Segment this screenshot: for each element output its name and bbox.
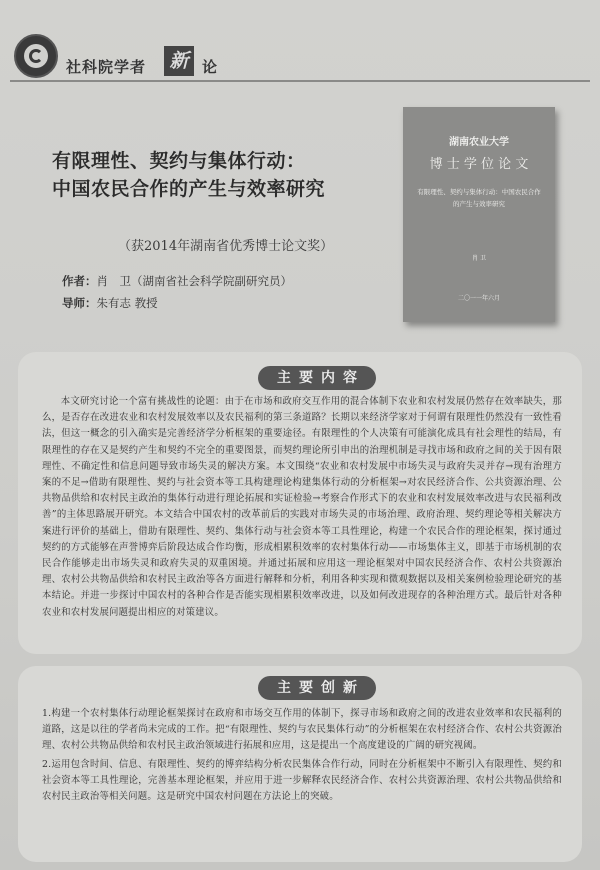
masthead-divider (10, 80, 590, 82)
author-name: 肖 卫（湖南省社会科学院副研究员） (96, 274, 292, 288)
innovation-item-1: 1.构建一个农村集体行动理论框架探讨在政府和市场交互作用的体制下，探寻市场和政府之间的改进农业效率和农民福利的道路，这是以往的学者尚未完成的工作。把“有限理性、契约与农民集体行动”的分析框架在农村经济合作、农村公共资源治理、农村公共物品供给和农村民主政治领域进行拓展和应用，这是提出一个高度建设的广阔的研究视阈。 (42, 708, 562, 752)
journal-logo-icon (14, 34, 58, 78)
article-title-line1: 有限理性、契约与集体行动： (52, 150, 306, 172)
cover-date: 二〇一一年六月 (457, 295, 500, 302)
innovation-text (42, 706, 562, 807)
cover-subtitle2: 的产生与效率研究 (453, 200, 505, 208)
author-label: 作者： (62, 274, 97, 288)
masthead-brand-char: 新 (164, 46, 194, 76)
main-content-heading: 主要内容 (258, 366, 376, 390)
cover-subtitle1: 有限理性、契约与集体行动：中国农民合作 (417, 188, 541, 196)
advisor-line (62, 295, 158, 311)
main-content-section (18, 352, 582, 654)
article-title (52, 147, 412, 203)
cover-school: 湖南农业大学 (449, 137, 509, 148)
cover-author: 肖 卫 (472, 255, 486, 262)
advisor-name: 朱有志 教授 (96, 296, 158, 310)
masthead (14, 34, 334, 74)
innovation-section (18, 666, 582, 862)
author-line (62, 273, 292, 289)
article-title-line2: 中国农民合作的产生与效率研究 (52, 178, 326, 200)
cover-type: 博 士 学 位 论 文 (429, 157, 529, 172)
innovation-item-2: 2.运用包含时间、信息、有限理性、契约的博弈结构分析农民集体合作行动，同时在分析框架中不断引入有限理性、契约和社会资本等工具性理论，完善基本理论框架，并应用于进一步解释农民经济合作、农村公共资源治理、农村公共物品供给和农村民主政治等相关问题。这是研究中国农村问题在方法论上的突破。 (42, 758, 562, 803)
article-award: （获2014年湖南省优秀博士论文奖） (118, 239, 334, 254)
innovation-heading: 主要创新 (258, 676, 376, 700)
masthead-brand-tail: 论 (202, 58, 218, 76)
advisor-label: 导师： (62, 296, 97, 310)
masthead-brand: 社科院学者 (66, 58, 147, 76)
main-content-text: 本文研究讨论一个富有挑战性的论题：由于在市场和政府交互作用的混合体制下农业和农村发展仍然存在效率缺失，那么，是否存在改进农业和农村发展效率以及农民福利的第三条道路？长期以来经济学家对于何谓有限理性仍然没有一致性看法，但这一概念的引入确实是完善经济学分析框架的重要途径。有限理性的个人决策有可能演化成具有社会理性的结局，有限理性的存在又是契约产生和契约不完全的重要图景，而契约理论所引申出的治理机制是寻找市场和政府之间的关于因有限理性、不确定性和信息问题导致市场失灵的解决方案。本文围绕“农业和农村发展中市场失灵与政府失灵并存→现有治理方案的不足→借助有限理性、契约与社会资本等工具构建理论构建集体行动的分析框架→对农民经济合作、公共资源治理、公共物品供给和农村民主政治的集体行动进行理论拓展和实证检验→考察合作形式下的农业和农村发展效率改进与农民福利改善”的主体思路展开研究。本文结合中国农村的改革前后的实践对市场失灵的市场治理、政府治理、契约理论等相关解决方案进行评价的基础上，借助有限理性、契约、集体行动与社会资本等工具性理论，构建一个农民合作的理论框架，探讨通过契约的方式能够在声誉博弈后阶段达成合作均衡，形成相累积效率的农村集体行动——市场集体主义，即基于市场机制的农民合作能够走出市场失灵和政府失灵的双重困境。并通过拓展和应用这一理论框架对中国农民经济合作、农村公共资源治理、农村公共物品供给和农村民主政治等各方面进行解释和分析，利用各种实现和微观数据以及相关案例检验理论研究的基本结论。并进一步探讨中国农村的各种合作是否能实现相累积效率改进，以及如何改进现存的各种治理方式。最后针对各种农业和农村发展问题提出相应的对策建议。 (42, 396, 562, 618)
thesis-cover-image (403, 107, 555, 322)
